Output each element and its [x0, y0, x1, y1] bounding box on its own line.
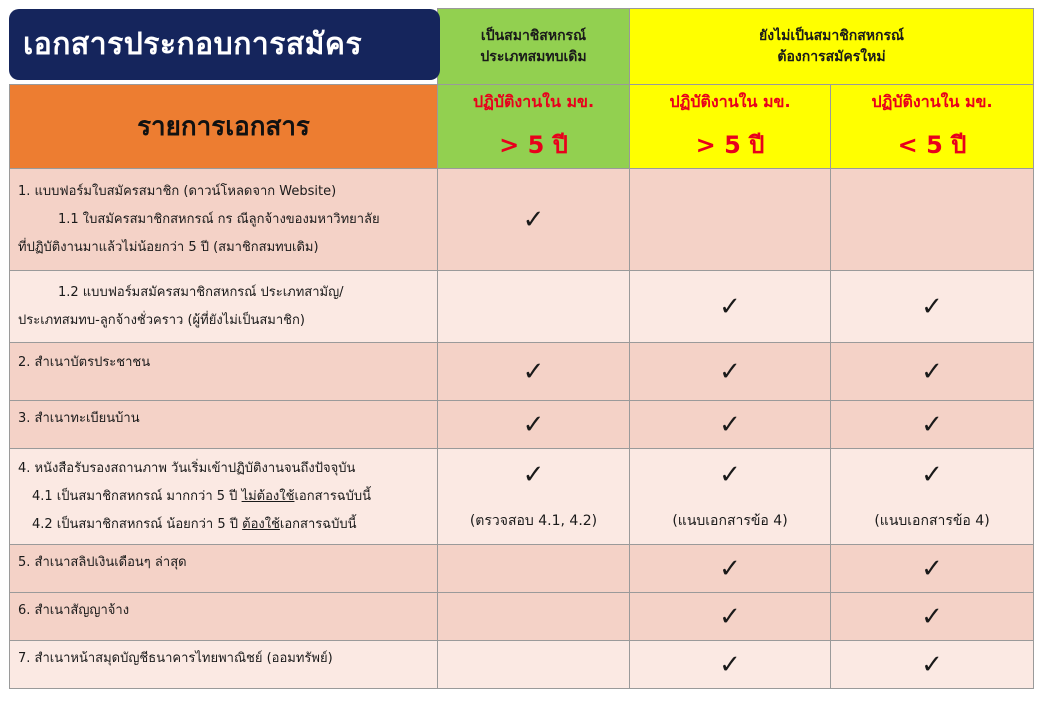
- row-description: [10, 401, 438, 449]
- sub-item: [18, 511, 429, 539]
- row-description: [10, 169, 438, 271]
- member-group-line-2: ประเภทสมทบเดิม: [480, 48, 587, 65]
- page-title: เอกสารประกอบการสมัคร: [23, 27, 363, 62]
- check-icon: ✓: [719, 409, 741, 440]
- table-row: [10, 545, 1034, 593]
- check-cell: [630, 641, 831, 689]
- check-cell: [438, 593, 630, 641]
- check-icon: ✓: [522, 204, 545, 235]
- new-group-line-2: ต้องการสมัครใหม่: [777, 48, 886, 65]
- row-description: [10, 545, 438, 593]
- column-header-row: [10, 85, 1034, 169]
- check-icon: ✓: [719, 356, 741, 387]
- check-cell: [831, 449, 1034, 545]
- row-text: 2. สำเนาบัตรประชาชน: [18, 355, 151, 370]
- check-icon: ✓: [719, 459, 741, 490]
- table-row: [10, 169, 1034, 271]
- check-cell: [831, 593, 1034, 641]
- years-value: > 5 ปี: [499, 130, 568, 159]
- sub-item-emphasis: ต้องใช้: [242, 516, 280, 532]
- sub-item-text: เอกสารฉบับนี้: [294, 488, 372, 504]
- cell-note: (ตรวจสอบ 4.1, 4.2): [469, 512, 598, 529]
- requirements-table: [9, 8, 1034, 689]
- check-cell: [831, 401, 1034, 449]
- sub-item-text: เอกสารฉบับนี้: [279, 516, 357, 532]
- check-cell: [630, 449, 831, 545]
- check-cell: [831, 271, 1034, 343]
- years-header-new-under5: [831, 85, 1034, 169]
- cell-note: (แนบเอกสารข้อ 4): [874, 512, 990, 529]
- sub-item-text: 4.1 เป็นสมาชิกสหกรณ์ มากกว่า 5 ปี: [32, 488, 242, 504]
- row-text: 1. แบบฟอร์มใบสมัครสมาชิก (ดาวน์โหลดจาก Website): [18, 183, 337, 199]
- check-cell: [438, 401, 630, 449]
- check-cell: [831, 545, 1034, 593]
- row-description: [10, 641, 438, 689]
- table-row: [10, 401, 1034, 449]
- row-text: 1.1 ใบสมัครสมาชิกสหกรณ์ กร ณีลูกจ้างของมหาวิทยาลัย: [58, 211, 380, 227]
- check-icon: ✓: [921, 601, 943, 632]
- row-description: [10, 271, 438, 343]
- member-group-header: [438, 9, 630, 85]
- check-cell: [438, 271, 630, 343]
- sub-item-emphasis: ไม่ต้องใช้: [241, 488, 295, 504]
- check-icon: ✓: [522, 356, 545, 387]
- row-text: ประเภทสมทบ-ลูกจ้างชั่วคราว (ผู้ที่ยังไม่เป็นสมาชิก): [18, 312, 305, 328]
- table-row: [10, 271, 1034, 343]
- check-icon: ✓: [719, 291, 741, 322]
- check-cell: [831, 169, 1034, 271]
- cell-note: (แนบเอกสารข้อ 4): [672, 512, 788, 529]
- check-cell: [438, 545, 630, 593]
- check-cell: [438, 449, 630, 545]
- check-icon: ✓: [522, 409, 545, 440]
- check-cell: [438, 641, 630, 689]
- check-icon: ✓: [921, 459, 943, 490]
- sub-item-text: 4.2 เป็นสมาชิกสหกรณ์ น้อยกว่า 5 ปี: [32, 516, 243, 532]
- check-cell: [630, 545, 831, 593]
- check-icon: ✓: [921, 649, 943, 680]
- table-row: [10, 343, 1034, 401]
- new-group-line-1: ยังไม่เป็นสมาชิกสหกรณ์: [759, 27, 904, 44]
- years-label: ปฏิบัติงานใน มข.: [871, 91, 993, 111]
- table-row: [10, 593, 1034, 641]
- row-description: [10, 449, 438, 545]
- check-cell: [630, 169, 831, 271]
- row-text: 6. สำเนาสัญญาจ้าง: [18, 603, 130, 618]
- row-text: 3. สำเนาทะเบียนบ้าน: [18, 411, 140, 426]
- title-banner: [9, 9, 440, 80]
- years-label: ปฏิบัติงานใน มข.: [472, 91, 595, 111]
- new-group-header: [630, 9, 1034, 85]
- check-cell: [438, 169, 630, 271]
- table-row: [10, 641, 1034, 689]
- table-row: [10, 449, 1034, 545]
- check-icon: ✓: [921, 356, 943, 387]
- row-description: [10, 593, 438, 641]
- check-icon: ✓: [719, 553, 741, 584]
- years-header-member-over5: [438, 85, 630, 169]
- check-cell: [831, 343, 1034, 401]
- row-text: 4. หนังสือรับรองสถานภาพ วันเริ่มเข้าปฏิบัติงานจนถึงปัจจุบัน: [18, 460, 356, 476]
- years-value: < 5 ปี: [897, 130, 967, 159]
- check-cell: [438, 343, 630, 401]
- document-list-header: รายการเอกสาร: [10, 85, 438, 169]
- check-cell: [630, 271, 831, 343]
- check-icon: ✓: [921, 409, 943, 440]
- row-text: 1.2 แบบฟอร์มสมัครสมาชิกสหกรณ์ ประเภทสามัญ/: [58, 284, 344, 300]
- years-header-new-over5: [630, 85, 831, 169]
- sub-item: [18, 483, 429, 511]
- check-icon: ✓: [719, 601, 741, 632]
- row-text: 7. สำเนาหน้าสมุดบัญชีธนาคารไทยพาณิชย์ (ออมทรัพย์): [18, 651, 333, 666]
- years-label: ปฏิบัติงานใน มข.: [669, 91, 791, 111]
- check-cell: [630, 343, 831, 401]
- check-icon: ✓: [921, 291, 943, 322]
- check-cell: [831, 641, 1034, 689]
- check-icon: ✓: [921, 553, 943, 584]
- check-cell: [630, 593, 831, 641]
- row-text: ที่ปฏิบัติงานมาแล้วไม่น้อยกว่า 5 ปี (สมาชิกสมทบเดิม): [18, 239, 319, 255]
- years-value: > 5 ปี: [695, 130, 765, 159]
- row-text: 5. สำเนาสลิปเงินเดือนๆ ล่าสุด: [18, 555, 187, 570]
- row-description: [10, 343, 438, 401]
- check-cell: [630, 401, 831, 449]
- check-icon: ✓: [522, 459, 545, 490]
- check-icon: ✓: [719, 649, 741, 680]
- member-group-line-1: เป็นสมาชิสหกรณ์: [480, 27, 587, 44]
